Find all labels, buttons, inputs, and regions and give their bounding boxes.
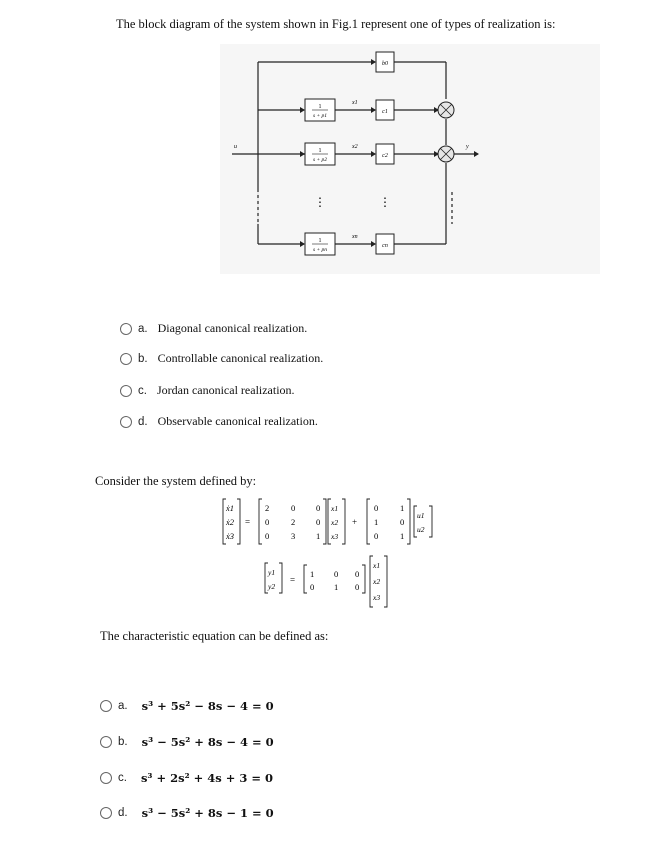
state-equation — [220, 494, 445, 550]
characteristic-prompt: The characteristic equation can be defined as: — [100, 629, 329, 643]
svg-text:1: 1 — [318, 148, 322, 154]
svg-text:cn: cn — [382, 243, 388, 249]
radio-button[interactable] — [100, 700, 112, 712]
question2-prompt: Consider the system defined by: — [95, 474, 257, 488]
svg-text:0: 0 — [355, 569, 360, 579]
q1-option-a[interactable]: a. Diagonal canonical realization. — [120, 321, 307, 336]
svg-text:x2: x2 — [331, 518, 339, 527]
svg-text:0: 0 — [316, 503, 321, 513]
q2-option-c[interactable]: c. s³ + 2s² + 4s + 3 = 0 — [100, 771, 273, 785]
svg-text:⋮: ⋮ — [379, 195, 391, 209]
svg-text:1: 1 — [374, 517, 379, 527]
svg-text:c1: c1 — [382, 109, 388, 115]
question1-prompt: The block diagram of the system shown in Fig.1 represent one of types of realization is: — [116, 17, 556, 31]
svg-text:s + p1: s + p1 — [312, 113, 328, 119]
q2-option-a[interactable]: a. s³ + 5s² − 8s − 4 = 0 — [100, 699, 274, 713]
q2-option-d[interactable]: d. s³ − 5s² + 8s − 1 = 0 — [100, 806, 274, 820]
svg-text:1: 1 — [400, 531, 405, 541]
svg-text:ẋ3: ẋ3 — [226, 531, 235, 541]
svg-text:y2: y2 — [268, 582, 276, 591]
svg-text:s + p2: s + p2 — [312, 157, 328, 163]
svg-text:1: 1 — [318, 238, 322, 244]
svg-text:0: 0 — [374, 531, 379, 541]
svg-text:1: 1 — [316, 531, 321, 541]
svg-text:y1: y1 — [268, 568, 276, 577]
radio-button[interactable] — [100, 772, 112, 784]
tf-block-2 — [305, 143, 335, 165]
svg-text:x3: x3 — [331, 532, 339, 541]
svg-text:1: 1 — [318, 104, 322, 110]
input-label: u — [234, 144, 237, 150]
svg-text:xn: xn — [352, 234, 358, 240]
svg-text:⋮: ⋮ — [314, 195, 326, 209]
svg-text:ẋ1: ẋ1 — [226, 503, 235, 513]
output-label: y — [466, 144, 469, 150]
svg-text:c2: c2 — [382, 153, 388, 159]
svg-text:2: 2 — [265, 503, 270, 513]
svg-text:x1: x1 — [352, 100, 358, 106]
svg-text:+: + — [352, 517, 358, 527]
svg-text:x2: x2 — [373, 577, 381, 586]
radio-button[interactable] — [100, 807, 112, 819]
svg-text:u2: u2 — [417, 525, 425, 534]
summing-junction-1 — [438, 102, 454, 118]
svg-text:1: 1 — [334, 582, 339, 592]
svg-text:3: 3 — [291, 531, 296, 541]
svg-text:0: 0 — [355, 582, 360, 592]
svg-text:1: 1 — [400, 503, 405, 513]
svg-text:s + pn: s + pn — [312, 247, 328, 253]
svg-text:ẋ2: ẋ2 — [226, 517, 235, 527]
svg-text:0: 0 — [265, 531, 270, 541]
svg-text:x3: x3 — [373, 593, 381, 602]
svg-text:b0: b0 — [382, 61, 388, 67]
svg-text:2: 2 — [291, 517, 296, 527]
q2-option-b[interactable]: b. s³ − 5s² + 8s − 4 = 0 — [100, 735, 274, 749]
q1-option-b[interactable]: b. Controllable canonical realization. — [120, 351, 323, 366]
svg-text:0: 0 — [334, 569, 339, 579]
svg-text:x1: x1 — [331, 504, 339, 513]
svg-text:u1: u1 — [417, 511, 425, 520]
svg-text:0: 0 — [400, 517, 405, 527]
q1-option-d[interactable]: d. Observable canonical realization. — [120, 414, 318, 429]
svg-text:1: 1 — [310, 569, 315, 579]
radio-button[interactable] — [120, 323, 132, 335]
radio-button[interactable] — [120, 416, 132, 428]
svg-text:x2: x2 — [352, 144, 358, 150]
svg-text:0: 0 — [374, 503, 379, 513]
svg-text:0: 0 — [265, 517, 270, 527]
svg-text:0: 0 — [316, 517, 321, 527]
svg-text:0: 0 — [310, 582, 315, 592]
svg-text:=: = — [245, 517, 251, 527]
summing-junction-2 — [438, 146, 454, 162]
radio-button[interactable] — [100, 736, 112, 748]
svg-text:=: = — [290, 575, 296, 585]
output-equation — [262, 553, 412, 611]
svg-text:0: 0 — [291, 503, 296, 513]
tf-block-n — [305, 233, 335, 255]
tf-block-1 — [305, 99, 335, 121]
block-diagram — [220, 44, 600, 274]
radio-button[interactable] — [120, 353, 132, 365]
svg-text:x1: x1 — [373, 561, 381, 570]
radio-button[interactable] — [120, 385, 132, 397]
q1-option-c[interactable]: c. Jordan canonical realization. — [120, 383, 295, 398]
